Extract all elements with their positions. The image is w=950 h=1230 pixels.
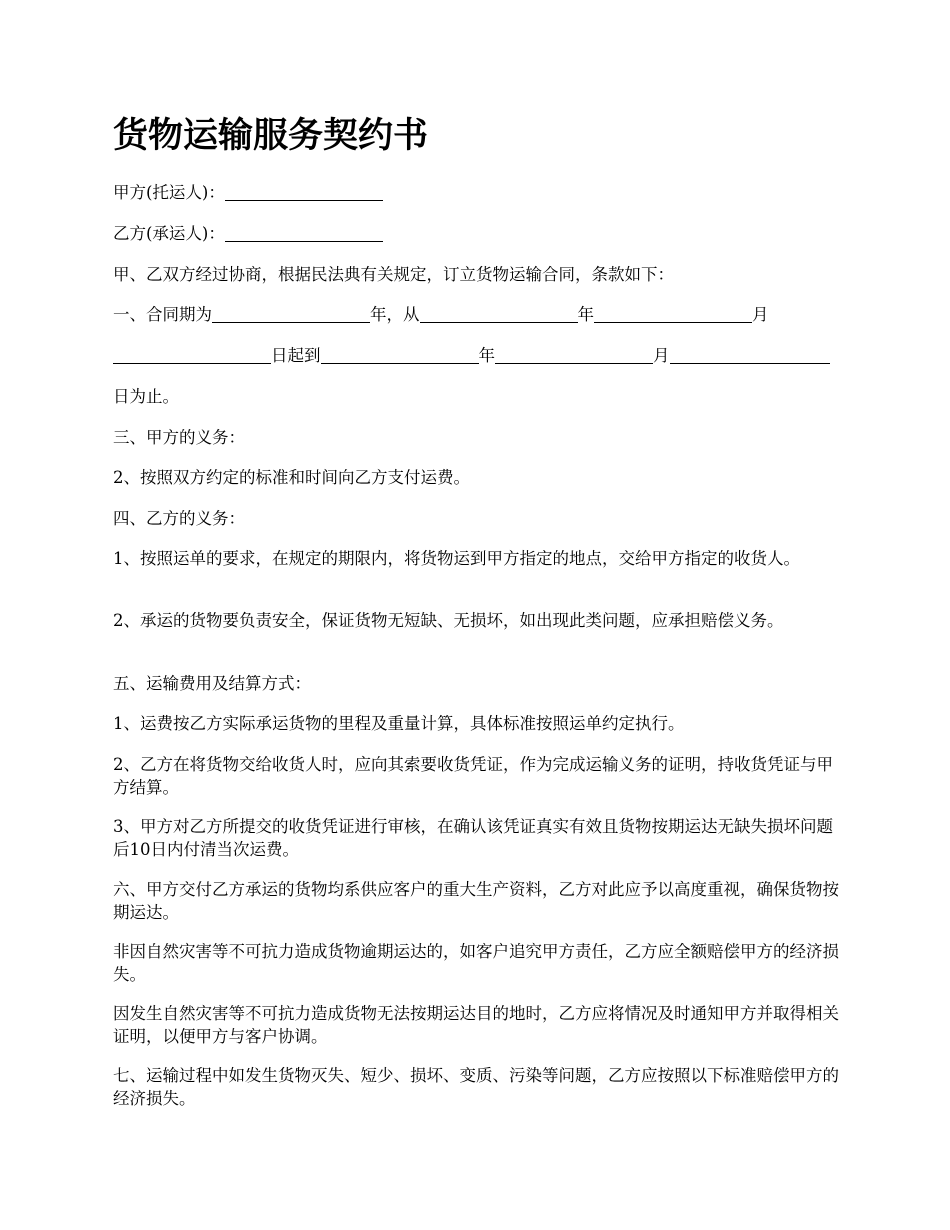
start-month-blank <box>594 306 752 323</box>
start-year-blank <box>420 306 578 323</box>
term-line-1 <box>113 303 841 326</box>
party-a-label: 甲方(托运人)： <box>113 183 225 202</box>
party-a-blank <box>225 184 383 201</box>
term-year-unit: 年，从 <box>370 305 420 324</box>
section-5-title: 五、运输费用及结算方式： <box>113 674 311 693</box>
party-b-blank <box>225 225 383 242</box>
document-title: 货物运输服务契约书 <box>113 115 429 156</box>
party-b-label: 乙方(承运人)： <box>113 224 225 243</box>
section-6: 六、甲方交付乙方承运的货物均系供应客户的重大生产资料，乙方对此应予以高度重视，确保货物按期运达。 <box>113 880 839 922</box>
start-day-blank <box>113 347 271 364</box>
end-month-blank <box>495 347 653 364</box>
section-6-paragraph-2: 非因自然灾害等不可抗力造成货物逾期运达的，如客户追究甲方责任，乙方应全额赔偿甲方的经济损失。 <box>113 942 839 984</box>
term-year-2: 年 <box>478 346 495 365</box>
term-month-2: 月 <box>653 346 670 365</box>
section-4-item-1: 1、按照运单的要求，在规定的期限内，将货物运到甲方指定的地点，交给甲方指定的收货人。 <box>113 549 800 568</box>
intro-paragraph: 甲、乙双方经过协商，根据民法典有关规定，订立货物运输合同，条款如下： <box>113 265 674 284</box>
section-4-title: 四、乙方的义务： <box>113 509 245 528</box>
party-a-line <box>113 181 841 204</box>
term-prefix: 一、合同期为 <box>113 305 212 324</box>
section-5-item-3: 3、甲方对乙方所提交的收货凭证进行审核，在确认该凭证真实有效且货物按期运达无缺失损坏问题后10日内付清当次运费。 <box>113 817 833 859</box>
party-b-line <box>113 222 841 245</box>
section-5-item-2: 2、乙方在将货物交给收货人时，应向其索要收货凭证，作为完成运输义务的证明，持收货凭证与甲方结算。 <box>113 755 833 797</box>
section-5-item-1: 1、运费按乙方实际承运货物的里程及重量计算，具体标准按照运单约定执行。 <box>113 714 685 733</box>
term-day-from: 日起到 <box>271 346 321 365</box>
term-month: 月 <box>752 305 769 324</box>
term-end: 日为止。 <box>113 387 179 406</box>
term-year: 年 <box>577 305 594 324</box>
term-line-2 <box>113 344 841 367</box>
section-3-title: 三、甲方的义务： <box>113 428 245 447</box>
section-4-item-2: 2、承运的货物要负责安全，保证货物无短缺、无损坏，如出现此类问题，应承担赔偿义务。 <box>113 611 784 630</box>
end-year-blank <box>321 347 479 364</box>
section-7: 七、运输过程中如发生货物灭失、短少、损坏、变质、污染等问题，乙方应按照以下标准赔偿甲方的经济损失。 <box>113 1066 839 1108</box>
term-period-blank <box>212 306 370 323</box>
section-3-item-2: 2、按照双方约定的标准和时间向乙方支付运费。 <box>113 468 470 487</box>
end-day-blank <box>670 347 830 364</box>
section-6-paragraph-3: 因发生自然灾害等不可抗力造成货物无法按期运达目的地时，乙方应将情况及时通知甲方并取得相关证明，以便甲方与客户协调。 <box>113 1004 839 1046</box>
